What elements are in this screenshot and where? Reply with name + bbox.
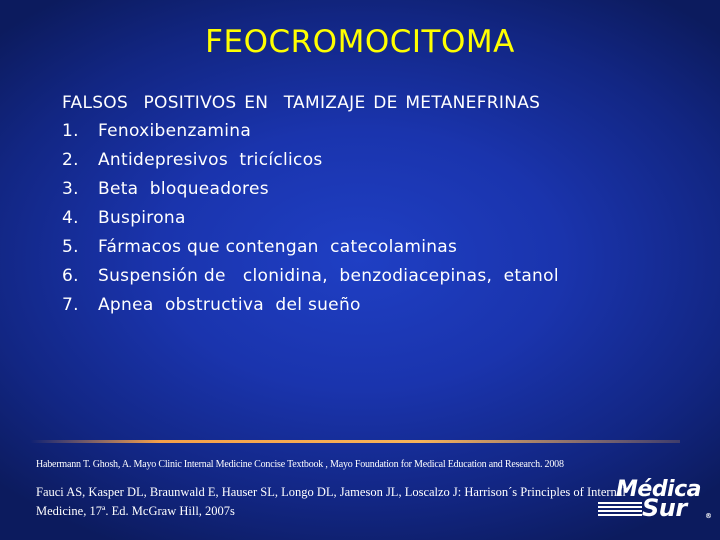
list-item: [62, 179, 559, 208]
item-text: Buspirona: [98, 208, 186, 228]
item-number: 4.: [62, 208, 79, 228]
list-item: [62, 121, 559, 150]
item-number: 1.: [62, 121, 79, 141]
reference-2: Fauci AS, Kasper DL, Braunwald E, Hauser SL, Longo DL, Jameson JL, Loscalzo J: Harrison´s Principles of Internal Medicine, 17ª. Ed. McGraw Hill, 2007s: [36, 485, 626, 518]
logo-line2: Sur: [642, 494, 687, 522]
medica-sur-logo: [598, 477, 712, 522]
divider: [30, 440, 680, 443]
item-number: 6.: [62, 266, 79, 286]
list-item: [62, 266, 559, 295]
item-text: Antidepresivos tricíclicos: [98, 150, 323, 170]
item-text: Fenoxibenzamina: [98, 121, 252, 141]
list-heading: FALSOS POSITIVOS EN TAMIZAJE DE METANEFRINAS: [62, 93, 541, 113]
list-item: [62, 150, 559, 179]
drug-list: [62, 121, 559, 324]
logo-line1: Médica: [616, 477, 701, 502]
item-text: Beta bloqueadores: [98, 179, 269, 199]
registered-mark: ®: [705, 512, 712, 520]
list-item: [62, 295, 559, 324]
reference-1: Habermann T. Ghosh, A. Mayo Clinic Internal Medicine Concise Textbook , Mayo Foundation for Medical Education and Research. 2008: [36, 459, 564, 470]
list-item: [62, 208, 559, 237]
item-number: 5.: [62, 237, 79, 257]
item-number: 3.: [62, 179, 79, 199]
logo-stripes: [598, 502, 642, 518]
item-number: 7.: [62, 295, 79, 315]
slide-title: FEOCROMOCITOMA: [205, 24, 515, 60]
item-text: Apnea obstructiva del sueño: [98, 295, 361, 315]
item-text: Suspensión de clonidina, benzodiacepinas, etanol: [98, 266, 559, 286]
item-text: Fármacos que contengan catecolaminas: [98, 237, 458, 257]
list-item: [62, 237, 559, 266]
item-number: 2.: [62, 150, 79, 170]
